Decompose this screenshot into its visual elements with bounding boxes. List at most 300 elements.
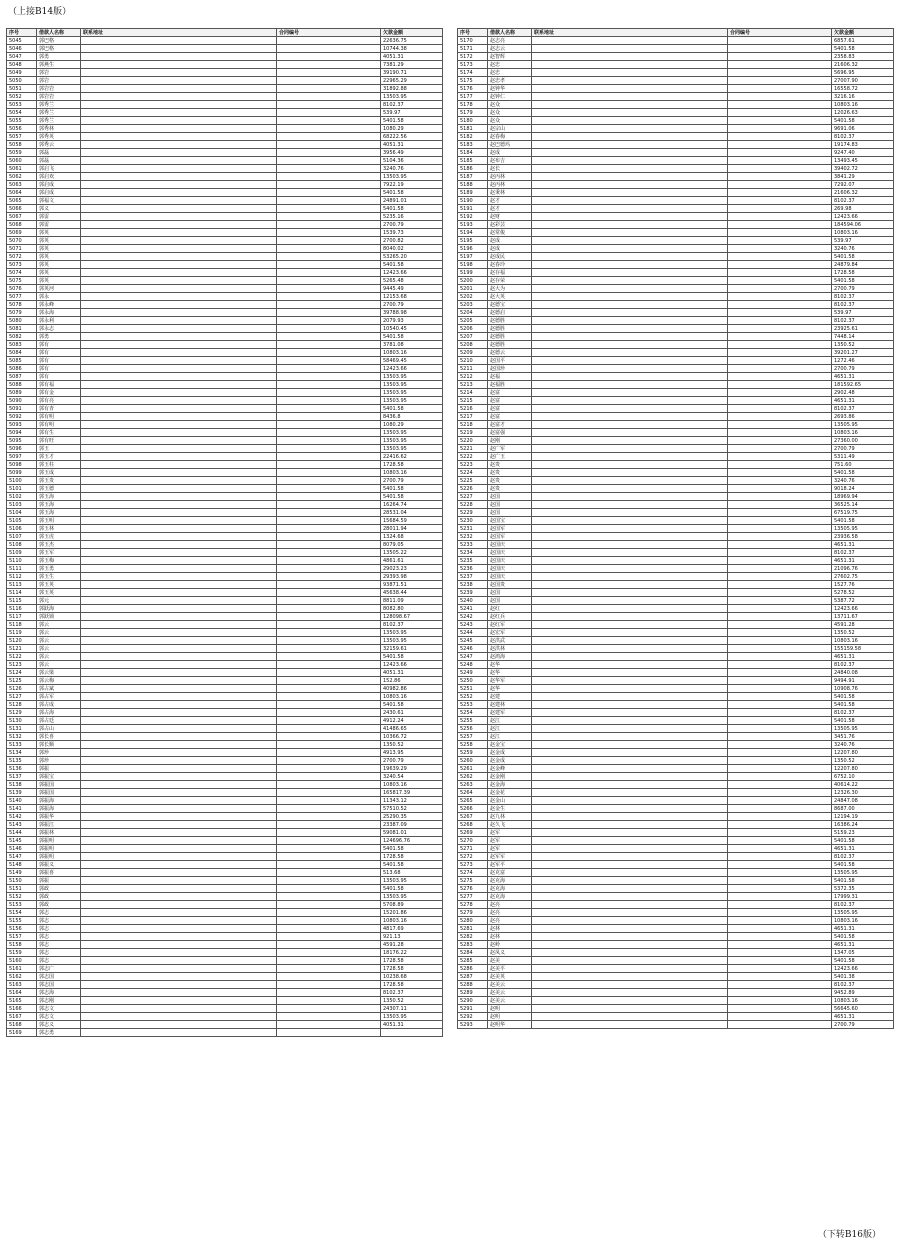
cell-amount: 10803.16 [832,917,894,925]
cell-amount: 12207.80 [832,749,894,757]
cell-borrower: 赵忠 [488,69,532,77]
cell-borrower: 郭志国 [37,981,81,989]
table-row [7,885,443,893]
cell-contract [728,413,832,421]
cell-borrower: 郭振明 [37,845,81,853]
table-row [458,501,894,509]
cell-borrower: 郭磊 [37,149,81,157]
table-row [7,277,443,285]
cell-address [81,645,277,653]
cell-borrower: 郭长喜 [37,733,81,741]
cell-amount: 10908.76 [832,685,894,693]
cell-serial: 5244 [458,629,488,637]
table-row [458,237,894,245]
cell-address [532,197,728,205]
cell-serial: 5216 [458,405,488,413]
table-row [458,845,894,853]
cell-address [81,381,277,389]
cell-borrower: 郭英 [37,237,81,245]
table-row [458,717,894,725]
cell-borrower: 郭玉贵 [37,477,81,485]
cell-contract [728,189,832,197]
cell-borrower: 赵军 [488,829,532,837]
cell-serial: 5259 [458,749,488,757]
cell-contract [277,693,381,701]
table-row [458,269,894,277]
cell-amount: 8102.37 [832,549,894,557]
table-row [458,493,894,501]
cell-contract [728,85,832,93]
cell-amount: 1728.58 [381,981,443,989]
cell-address [532,421,728,429]
cell-address [81,445,277,453]
cell-serial: 5223 [458,461,488,469]
cell-serial: 5257 [458,733,488,741]
cell-contract [728,749,832,757]
cell-contract [728,1013,832,1021]
cell-borrower: 郭振明 [37,837,81,845]
cell-amount: 124696.76 [381,837,443,845]
cell-address [81,53,277,61]
cell-serial: 5079 [7,309,37,317]
cell-contract [728,597,832,605]
cell-borrower: 赵金刚 [488,773,532,781]
cell-amount: 24847.08 [832,797,894,805]
cell-serial: 5237 [458,573,488,581]
cell-contract [728,429,832,437]
cell-contract [277,1021,381,1029]
cell-serial: 5137 [7,773,37,781]
cell-amount: 8102.37 [832,981,894,989]
cell-amount: 5401.58 [832,861,894,869]
table-row [7,493,443,501]
cell-amount: 5401.58 [381,701,443,709]
cell-amount: 19639.29 [381,765,443,773]
table-row [458,693,894,701]
table-row [7,669,443,677]
cell-address [532,37,728,45]
cell-address [532,757,728,765]
cell-serial: 5046 [7,45,37,53]
cell-amount: 5401.58 [381,205,443,213]
cell-borrower: 赵金成 [488,757,532,765]
cell-serial: 5190 [458,197,488,205]
cell-address [81,621,277,629]
cell-address [81,189,277,197]
cell-serial: 5253 [458,701,488,709]
cell-address [81,301,277,309]
cell-address [81,741,277,749]
cell-serial: 5204 [458,309,488,317]
table-row [458,637,894,645]
cell-borrower: 郭启欢 [37,173,81,181]
cell-serial: 5249 [458,669,488,677]
cell-amount: 13503.95 [381,629,443,637]
cell-borrower: 郭永志 [37,325,81,333]
cell-address [532,189,728,197]
cell-borrower: 郭玉林 [37,525,81,533]
cell-address [532,869,728,877]
cell-amount: 4051.31 [381,53,443,61]
table-row [7,429,443,437]
cell-amount: 18969.94 [832,493,894,501]
cell-contract [277,85,381,93]
cell-amount: 5401.58 [381,485,443,493]
cell-contract [728,861,832,869]
cell-contract [728,37,832,45]
cell-amount: 13503.95 [381,389,443,397]
table-row [458,797,894,805]
cell-amount: 128098.67 [381,613,443,621]
cell-address [81,597,277,605]
cell-amount: 2700.79 [381,477,443,485]
cell-amount: 3781.08 [381,341,443,349]
cell-contract [277,573,381,581]
cell-borrower: 赵明 [488,1013,532,1021]
cell-address [532,1013,728,1021]
cell-serial: 5106 [7,525,37,533]
cell-address [532,973,728,981]
cell-contract [728,173,832,181]
cell-serial: 5071 [7,245,37,253]
cell-contract [277,325,381,333]
cell-address [81,917,277,925]
cell-amount: 2700.82 [381,237,443,245]
cell-address [81,501,277,509]
cell-borrower: 赵富才 [488,421,532,429]
cell-address [81,1013,277,1021]
table-row [458,381,894,389]
table-row [7,533,443,541]
cell-borrower: 郭志国 [37,973,81,981]
cell-contract [728,733,832,741]
cell-address [81,293,277,301]
cell-amount: 17999.31 [832,893,894,901]
cell-serial: 5293 [458,1021,488,1029]
cell-contract [277,109,381,117]
cell-serial: 5272 [458,853,488,861]
cell-borrower: 郭占山 [37,725,81,733]
cell-address [81,893,277,901]
table-row [7,981,443,989]
cell-amount: 152.86 [381,677,443,685]
cell-contract [277,685,381,693]
cell-borrower: 赵鸿海 [488,653,532,661]
cell-amount: 4651.31 [832,845,894,853]
cell-serial: 5292 [458,1013,488,1021]
table-row [458,37,894,45]
cell-borrower: 赵亮 [488,901,532,909]
cell-address [532,285,728,293]
cell-serial: 5220 [458,437,488,445]
cell-contract [277,133,381,141]
cell-serial: 5198 [458,261,488,269]
cell-address [81,805,277,813]
cell-borrower: 赵布吉 [488,157,532,165]
cell-borrower: 郭秀兰 [37,109,81,117]
cell-serial: 5084 [7,349,37,357]
cell-serial: 5232 [458,533,488,541]
cell-contract [277,701,381,709]
table-row [7,109,443,117]
table-row [7,285,443,293]
cell-address [81,549,277,557]
cell-contract [728,885,832,893]
cell-serial: 5217 [458,413,488,421]
table-row [7,901,443,909]
cell-amount: 539.97 [832,309,894,317]
cell-serial: 5273 [458,861,488,869]
cell-borrower: 郭云梁 [37,669,81,677]
cell-amount: 13505.95 [832,909,894,917]
cell-borrower: 赵国 [488,501,532,509]
cell-serial: 5076 [7,285,37,293]
cell-serial: 5107 [7,533,37,541]
cell-address [81,845,277,853]
cell-borrower: 赵华 [488,661,532,669]
cell-address [532,469,728,477]
cell-borrower: 赵德宝 [488,301,532,309]
cell-contract [728,925,832,933]
cell-borrower: 赵克海 [488,877,532,885]
cell-contract [277,229,381,237]
cell-address [532,925,728,933]
cell-amount: 1539.73 [381,229,443,237]
cell-borrower: 郭志广 [37,965,81,973]
cell-serial: 5158 [7,941,37,949]
cell-address [532,397,728,405]
cell-contract [277,933,381,941]
cell-address [532,837,728,845]
cell-amount: 3240.76 [832,741,894,749]
cell-amount: 12194.19 [832,813,894,821]
cell-borrower: 郭玉英 [37,581,81,589]
cell-contract [277,461,381,469]
cell-contract [277,173,381,181]
cell-contract [277,165,381,173]
cell-amount: 10238.68 [381,973,443,981]
cell-amount: 1350.52 [832,341,894,349]
cell-amount: 5401.58 [832,837,894,845]
cell-borrower: 赵亮 [488,917,532,925]
cell-borrower: 郭雷 [37,213,81,221]
cell-address [532,325,728,333]
cell-borrower: 赵春梅 [488,133,532,141]
table-row [7,549,443,557]
cell-serial: 5181 [458,125,488,133]
cell-amount: 12423.66 [832,605,894,613]
cell-borrower: 赵美 [488,957,532,965]
cell-contract [728,493,832,501]
table-row [458,1021,894,1029]
table-row [7,53,443,61]
table-row [7,589,443,597]
cell-address [532,853,728,861]
cell-amount: 3240.54 [381,773,443,781]
table-row [7,789,443,797]
table-row [7,685,443,693]
cell-borrower: 郭玉才 [37,453,81,461]
cell-borrower: 郭巴格 [37,45,81,53]
cell-amount: 10803.16 [832,101,894,109]
cell-contract [728,381,832,389]
cell-address [532,541,728,549]
cell-contract [728,581,832,589]
table-row [458,645,894,653]
cell-borrower: 郭永利 [37,317,81,325]
cell-amount: 4912.24 [381,717,443,725]
cell-amount: 5401.58 [832,117,894,125]
cell-borrower: 赵国 [488,589,532,597]
cell-address [532,101,728,109]
table-row [7,389,443,397]
cell-borrower: 赵军军 [488,853,532,861]
table-row [7,797,443,805]
cell-address [532,989,728,997]
cell-serial: 5261 [458,765,488,773]
cell-serial: 5170 [458,37,488,45]
table-row [7,189,443,197]
cell-amount: 13503.95 [381,381,443,389]
cell-borrower: 郭跃海 [37,605,81,613]
cell-contract [728,565,832,573]
cell-contract [277,541,381,549]
cell-amount: 155159.58 [832,645,894,653]
cell-contract [728,357,832,365]
cell-address [532,613,728,621]
cell-contract [277,597,381,605]
cell-borrower: 郭长顺 [37,741,81,749]
cell-amount: 24307.11 [381,1005,443,1013]
cell-address [81,317,277,325]
cell-serial: 5122 [7,653,37,661]
cell-serial: 5151 [7,885,37,893]
cell-contract [728,989,832,997]
cell-address [81,829,277,837]
cell-address [532,237,728,245]
table-row [7,677,443,685]
table-row [458,973,894,981]
cell-amount: 21606.32 [832,61,894,69]
cell-contract [277,437,381,445]
table-row [458,805,894,813]
cell-serial: 5242 [458,613,488,621]
cell-address [81,461,277,469]
cell-contract [728,373,832,381]
cell-amount: 5401.58 [832,469,894,477]
cell-contract [728,317,832,325]
cell-contract [277,237,381,245]
cell-serial: 5150 [7,877,37,885]
cell-amount: 539.97 [381,109,443,117]
cell-contract [728,701,832,709]
table-row [458,421,894,429]
cell-serial: 5202 [458,293,488,301]
cell-borrower: 郭志 [37,909,81,917]
table-row [458,125,894,133]
cell-contract [277,213,381,221]
table-row [7,733,443,741]
cell-amount: 5401.38 [832,973,894,981]
table-row [7,541,443,549]
table-row [7,365,443,373]
cell-amount: 5401.58 [832,877,894,885]
cell-contract [728,109,832,117]
cell-serial: 5074 [7,269,37,277]
cell-serial: 5208 [458,341,488,349]
cell-borrower: 郭占廷 [37,717,81,725]
cell-serial: 5136 [7,765,37,773]
cell-contract [728,509,832,517]
cell-amount: 59081.01 [381,829,443,837]
table-row [7,93,443,101]
cell-serial: 5144 [7,829,37,837]
cell-address [81,397,277,405]
cell-address [81,701,277,709]
cell-contract [277,741,381,749]
cell-contract [277,189,381,197]
cell-amount: 5401.58 [832,717,894,725]
cell-borrower: 郭跃锁 [37,613,81,621]
cell-serial: 5264 [458,789,488,797]
cell-amount: 8102.37 [832,301,894,309]
cell-serial: 5192 [458,213,488,221]
cell-borrower: 赵江 [488,717,532,725]
cell-serial: 5099 [7,469,37,477]
table-row [458,581,894,589]
cell-serial: 5057 [7,133,37,141]
cell-serial: 5154 [7,909,37,917]
cell-serial: 5120 [7,637,37,645]
cell-serial: 5146 [7,845,37,853]
cell-borrower: 郭勇 [37,333,81,341]
cell-contract [277,845,381,853]
cell-amount: 9691.06 [832,125,894,133]
table-row [458,293,894,301]
table-row [7,1013,443,1021]
cell-amount: 23925.61 [832,325,894,333]
cell-amount: 5401.58 [832,957,894,965]
cell-borrower: 郭有青 [37,405,81,413]
cell-amount: 13493.45 [832,157,894,165]
table-row [7,349,443,357]
cell-amount: 5401.58 [381,261,443,269]
cell-address [532,245,728,253]
cell-contract [728,461,832,469]
cell-address [81,221,277,229]
cell-amount: 9445.49 [381,285,443,293]
cell-contract [728,605,832,613]
cell-address [532,917,728,925]
cell-serial: 5048 [7,61,37,69]
cell-address [81,821,277,829]
cell-borrower: 赵宗山 [488,125,532,133]
cell-serial: 5049 [7,69,37,77]
cell-borrower: 赵才 [488,205,532,213]
table-row [458,77,894,85]
table-row [7,61,443,69]
cell-serial: 5240 [458,597,488,605]
table-row [458,205,894,213]
cell-serial: 5075 [7,277,37,285]
cell-borrower: 郭云 [37,621,81,629]
cell-serial: 5258 [458,741,488,749]
cell-serial: 5129 [7,709,37,717]
cell-serial: 5265 [458,797,488,805]
cell-address [532,269,728,277]
cell-serial: 5177 [458,93,488,101]
cell-borrower: 赵福胜 [488,381,532,389]
